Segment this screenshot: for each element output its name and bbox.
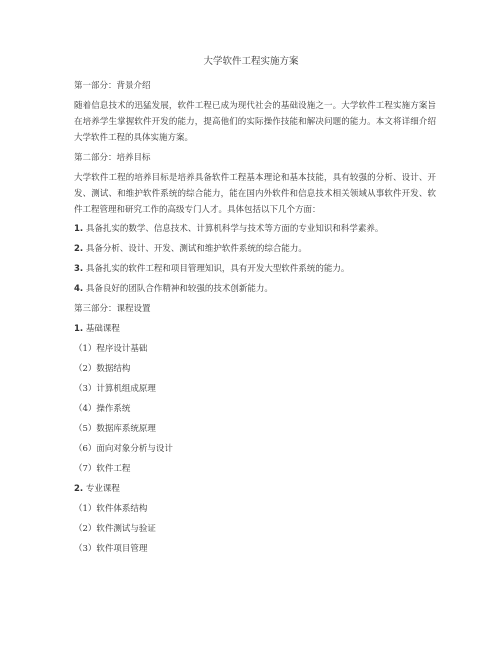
- document-title: 大学软件工程实施方案: [203, 56, 299, 67]
- objective-item-text: 具备良好的团队合作精神和较强的技术创新能力。: [85, 284, 273, 294]
- course-group-label: 基础课程: [85, 324, 120, 334]
- objective-item-text: 具备分析、设计、开发、测试和维护软件系统的综合能力。: [85, 244, 307, 254]
- objective-item-2: [74, 243, 307, 255]
- course-item: （3）计算机组成原理: [74, 384, 156, 394]
- course-item: （4）操作系统: [74, 404, 131, 414]
- objective-item-number: 1.: [74, 224, 84, 234]
- course-item: （2）数据结构: [74, 364, 131, 374]
- objective-item-number: 4.: [74, 284, 84, 294]
- objective-item-3: [74, 263, 349, 275]
- course-group-number: 2.: [74, 484, 84, 494]
- objective-item-1: [74, 223, 383, 235]
- section-heading-objectives: 第二部分：培养目标: [74, 153, 151, 163]
- course-item: （6）面向对象分析与设计: [74, 444, 173, 454]
- course-item: （1）软件体系结构: [74, 504, 148, 514]
- objective-item-text: 具备扎实的数学、信息技术、计算机科学与技术等方面的专业知识和科学素养。: [85, 224, 384, 234]
- course-item: （3）软件项目管理: [74, 544, 148, 554]
- paragraph-objectives: 大学软件工程的培养目标是培养具备软件工程基本理论和基本技能，具有较强的分析、设计、开发、测试、和维护软件系统的综合能力，能在国内外软件和信息技术相关领域从事软件开发、软件工程管理和研究工作的高级专门人才。具体包括以下几个方面：: [74, 173, 436, 215]
- course-item: （5）数据库系统原理: [74, 424, 156, 434]
- course-group-number: 1.: [74, 324, 84, 334]
- course-group-label: 专业课程: [85, 484, 120, 494]
- course-item: （7）软件工程: [74, 464, 131, 474]
- objective-item-number: 3.: [74, 264, 84, 274]
- course-item: （2）软件测试与验证: [74, 524, 156, 534]
- course-item: （1）程序设计基础: [74, 344, 148, 354]
- objective-item-4: [74, 283, 273, 295]
- section-heading-courses: 第三部分：课程设置: [74, 304, 151, 314]
- paragraph-background: 随着信息技术的迅猛发展，软件工程已成为现代社会的基础设施之一。大学软件工程实施方案旨在培养学生掌握软件开发的能力，提高他们的实际操作技能和解决问题的能力。本文将详细介绍大学软件工程的具体实施方案。: [74, 101, 436, 143]
- section-heading-background: 第一部分：背景介绍: [74, 81, 151, 91]
- course-group-basic: [74, 323, 120, 335]
- course-group-professional: [74, 483, 120, 495]
- objective-item-text: 具备扎实的软件工程和项目管理知识，具有开发大型软件系统的能力。: [85, 264, 350, 274]
- objective-item-number: 2.: [74, 244, 84, 254]
